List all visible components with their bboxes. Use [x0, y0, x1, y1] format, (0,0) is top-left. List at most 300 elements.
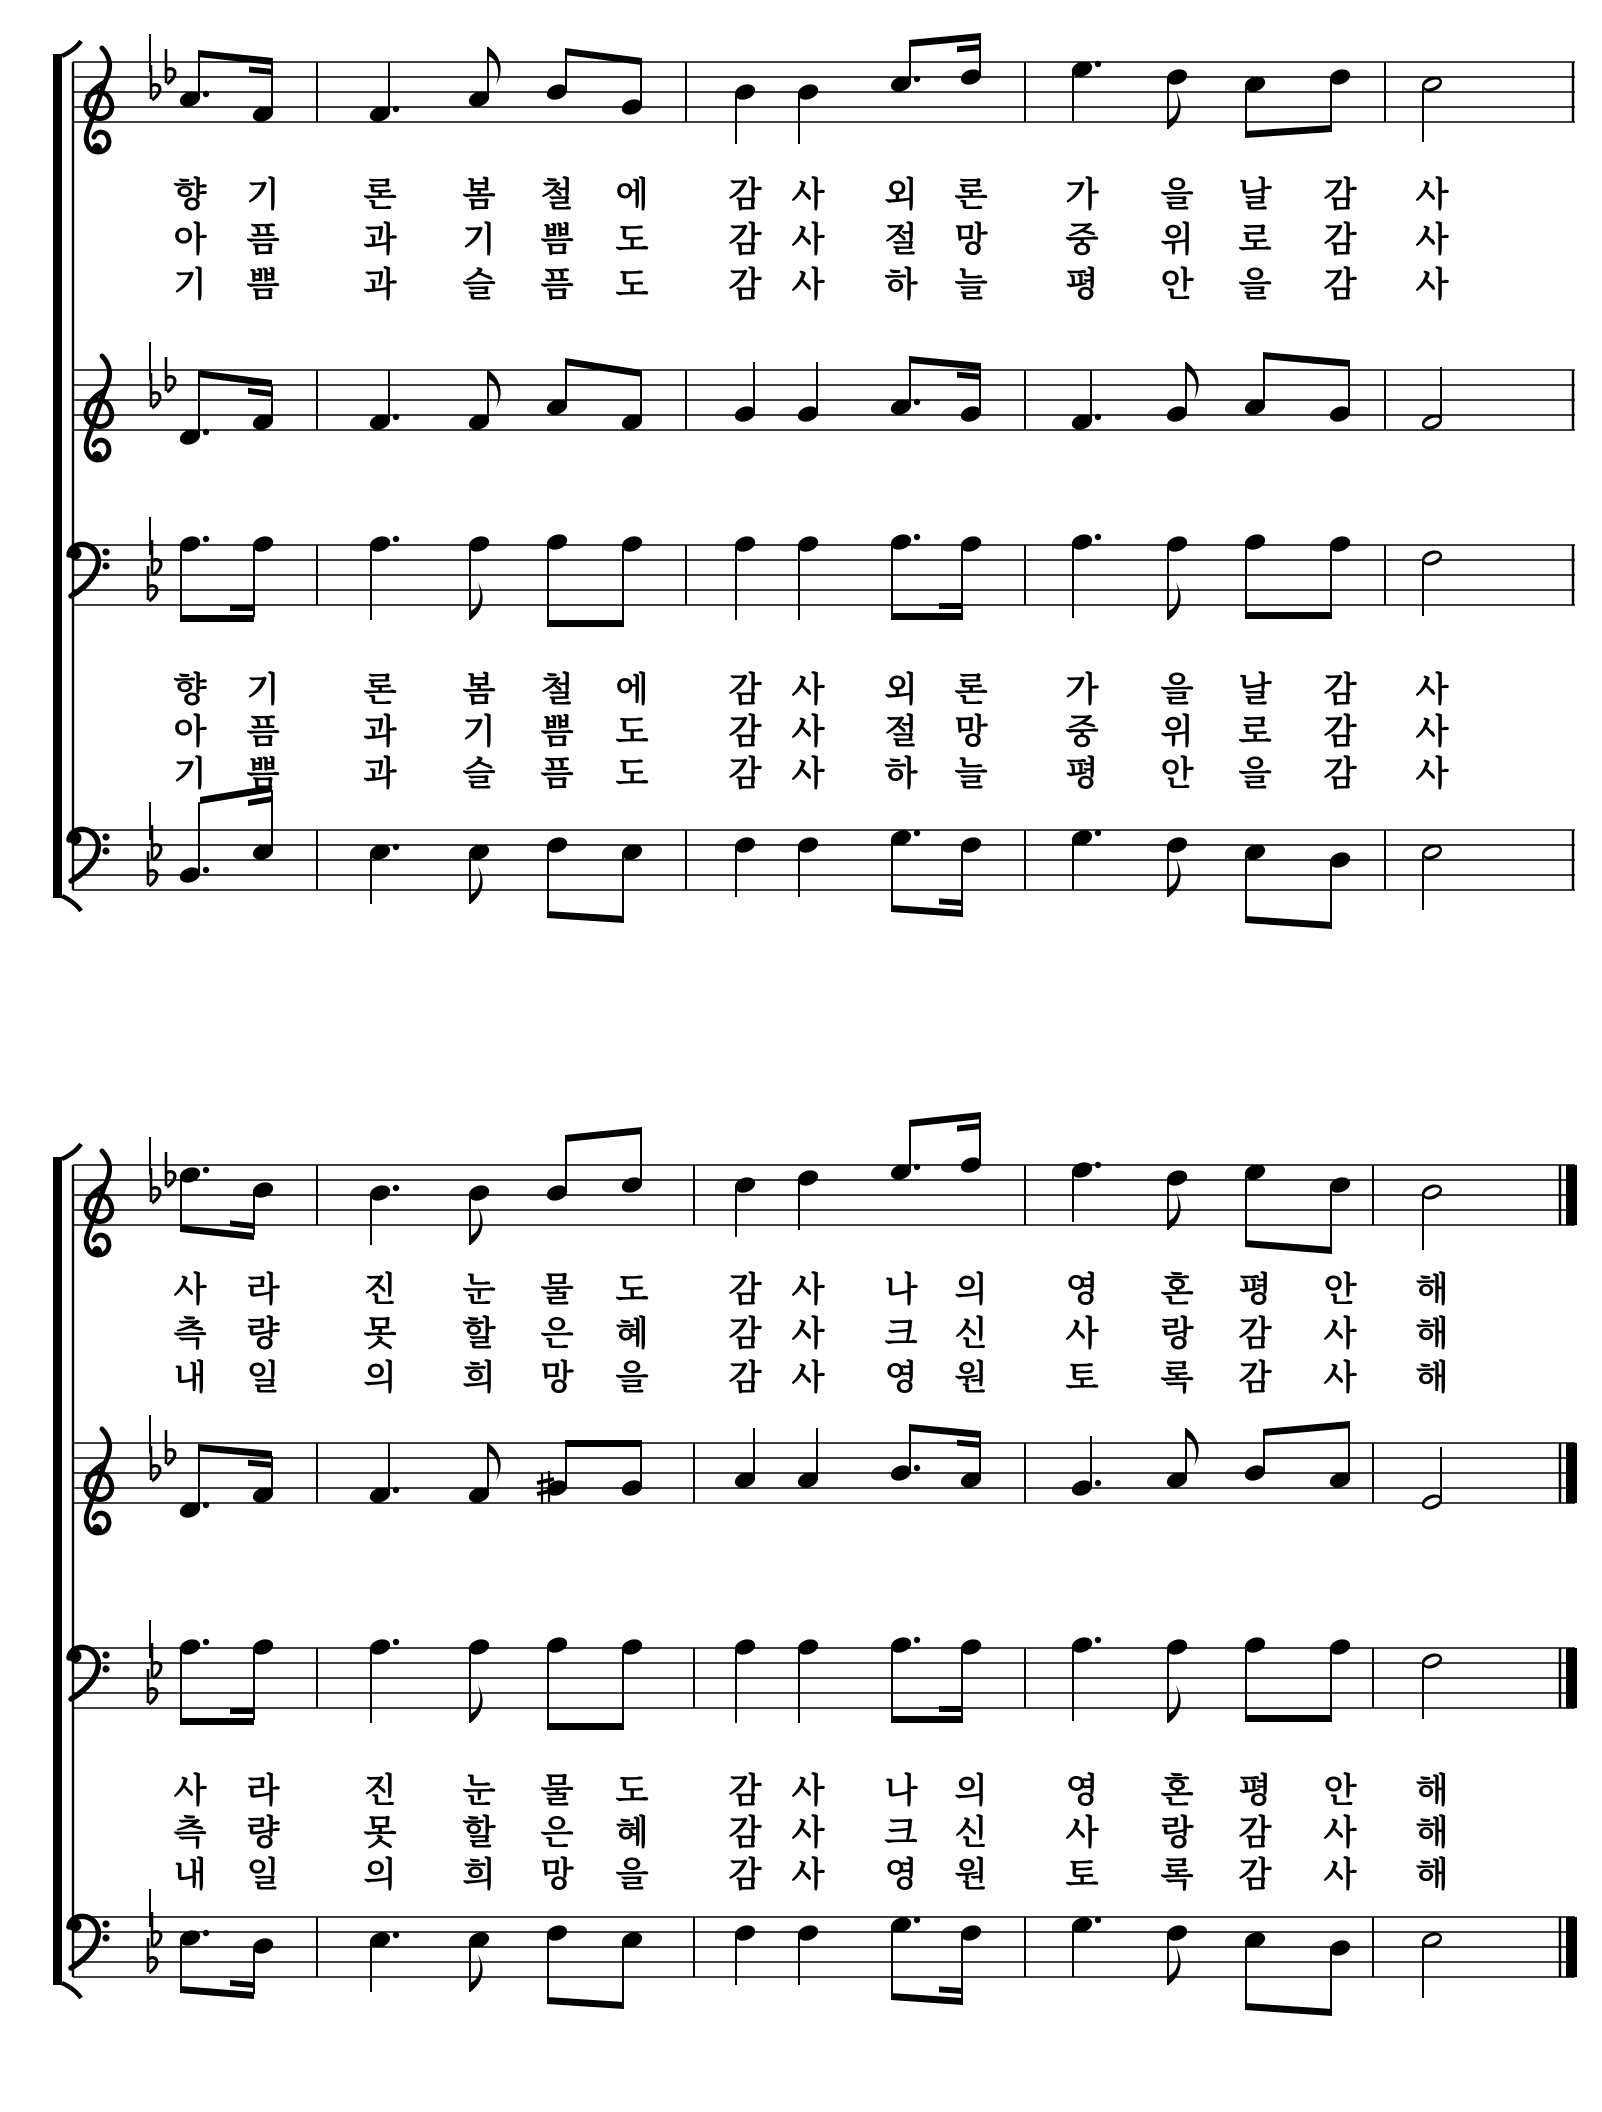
- note: [620, 534, 645, 622]
- lyric-syllable: 봄: [462, 176, 496, 214]
- eighth-flag: [470, 1207, 483, 1245]
- note: [1328, 850, 1353, 924]
- lyric-syllable: 물: [540, 1772, 574, 1810]
- staff-8: [69, 1889, 1578, 2016]
- note: [368, 1637, 400, 1723]
- lyric-syllable: 진: [363, 1772, 397, 1810]
- flat-icon: [166, 357, 175, 392]
- partial-beam: [957, 44, 981, 52]
- lyric-syllable: 기: [246, 671, 280, 709]
- augmentation-dot: [1095, 1637, 1101, 1643]
- lyric-syllable: 평: [1065, 755, 1099, 793]
- lyric-syllable: 영: [884, 1856, 918, 1894]
- note: [545, 1140, 570, 1203]
- partial-beam: [248, 388, 272, 397]
- partial-beam: [939, 603, 963, 609]
- lyric-syllable: 도: [615, 755, 649, 793]
- lyric-syllable: 평: [1238, 1772, 1272, 1810]
- lyric-syllable: 철: [540, 176, 574, 214]
- beam: [565, 1440, 642, 1447]
- lyric-syllable: 사: [791, 671, 825, 709]
- lyric-syllable: 혼: [1160, 1271, 1194, 1309]
- lyric-syllable: 안: [1160, 266, 1194, 304]
- lyric-syllable: 일: [246, 1359, 280, 1397]
- note: [1243, 1635, 1268, 1717]
- note: [1243, 532, 1268, 614]
- lyric-syllable: 외: [884, 671, 918, 709]
- beam: [547, 1997, 624, 2009]
- lyric-syllable: 못: [363, 1315, 397, 1353]
- staff-2: [73, 342, 1575, 461]
- lyric-syllable: 도: [615, 713, 649, 751]
- note: [467, 47, 501, 109]
- lyric-syllable: 에: [615, 671, 649, 709]
- lyric-syllable: 쁨: [246, 755, 280, 793]
- lyric-syllable: 망: [954, 713, 988, 751]
- augmentation-dot: [914, 1637, 920, 1643]
- lyric-row-verse-2: [174, 1813, 1449, 1852]
- note: [620, 1132, 645, 1195]
- beam: [1245, 916, 1332, 929]
- beam: [565, 1127, 642, 1142]
- lyric-block-2: [174, 1771, 1449, 1894]
- lyric-syllable: 향: [173, 671, 207, 709]
- lyric-syllable: 안: [1160, 755, 1194, 793]
- lyric-syllable: 감: [728, 1271, 762, 1309]
- note: [467, 1930, 492, 1992]
- beam: [180, 1718, 254, 1725]
- lyric-syllable: 쁨: [246, 266, 280, 304]
- lyric-syllable: 의: [954, 1271, 988, 1309]
- note: [178, 375, 210, 447]
- lyric-syllable: 절: [884, 713, 918, 751]
- note: [796, 1923, 821, 1985]
- note: [796, 1168, 821, 1230]
- lyric-syllable: 감: [728, 713, 762, 751]
- beam: [891, 1716, 963, 1723]
- lyric-syllable: 과: [363, 221, 397, 259]
- eighth-flag: [1168, 1685, 1181, 1723]
- note: [368, 370, 400, 432]
- augmentation-dot: [1095, 1917, 1101, 1923]
- lyric-syllable: 사: [173, 1772, 207, 1810]
- note: [467, 842, 492, 904]
- lyric-block-1: [174, 1270, 1449, 1397]
- note: [368, 534, 400, 620]
- eighth-flag: [470, 1954, 483, 1992]
- lyric-syllable: 신: [954, 1814, 988, 1852]
- lyric-syllable: 해: [1415, 1856, 1449, 1894]
- note: [889, 1635, 921, 1718]
- lyric-syllable: 사: [1323, 1856, 1357, 1894]
- lyric-syllable: 눈: [462, 1772, 496, 1810]
- lyric-syllable: 감: [728, 1814, 762, 1852]
- lyric-syllable: 절: [884, 221, 918, 259]
- lyric-syllable: 가: [1065, 671, 1099, 709]
- beam: [909, 356, 981, 370]
- lyric-syllable: 사: [791, 713, 825, 751]
- beam: [547, 620, 624, 627]
- lyric-syllable: 감: [728, 1856, 762, 1894]
- lyric-syllable: 을: [1238, 266, 1272, 304]
- note: [620, 375, 645, 433]
- note: [467, 1637, 492, 1723]
- eighth-flag: [470, 866, 483, 904]
- beam: [909, 1424, 981, 1438]
- lyric-syllable: 기: [462, 713, 496, 751]
- lyric-syllable: 랑: [1160, 1315, 1194, 1353]
- lyric-syllable: 외: [884, 176, 918, 214]
- lyric-syllable: 할: [462, 1315, 496, 1353]
- lyric-syllable: 위: [1160, 221, 1194, 259]
- note: [620, 842, 645, 918]
- note: [1070, 370, 1102, 432]
- lyric-syllable: 사: [791, 1271, 825, 1309]
- lyric-row-verse-1: [174, 175, 1450, 214]
- lyric-syllable: 슬: [462, 755, 496, 793]
- augmentation-dot: [203, 91, 209, 97]
- lyric-syllable: 의: [954, 1772, 988, 1810]
- beam: [198, 1444, 272, 1458]
- partial-beam: [249, 66, 273, 75]
- augmentation-dot: [393, 414, 399, 420]
- bass-clef-icon: [69, 544, 110, 596]
- lyric-syllable: 내: [173, 1359, 207, 1397]
- treble-clef-icon: [86, 1429, 112, 1534]
- staff-4: [69, 785, 1576, 929]
- note: [1420, 74, 1445, 142]
- note: [1165, 1428, 1199, 1490]
- lyric-syllable: 픔: [246, 713, 280, 751]
- note: [1165, 835, 1190, 897]
- beam: [1245, 1240, 1332, 1254]
- lyric-syllable: 기: [173, 266, 207, 304]
- system-2: [53, 1112, 1577, 2016]
- augmentation-dot: [1095, 1480, 1101, 1486]
- lyric-syllable: 을: [1160, 176, 1194, 214]
- augmentation-dot: [393, 536, 399, 542]
- note: [368, 1443, 400, 1505]
- lyric-row-verse-2: [174, 220, 1450, 259]
- lyric-syllable: 늘: [954, 266, 988, 304]
- note: [1420, 1447, 1445, 1512]
- lyric-block-2: [174, 670, 1450, 793]
- partial-beam: [939, 1706, 963, 1712]
- note: [178, 1449, 210, 1520]
- augmentation-dot: [393, 1932, 399, 1938]
- lyric-syllable: 못: [363, 1814, 397, 1852]
- note: [545, 363, 570, 417]
- system-1: [53, 33, 1575, 929]
- bracket-top-hook: [62, 41, 81, 56]
- note: [1328, 365, 1353, 424]
- lyric-syllable: 기: [246, 176, 280, 214]
- lyric-syllable: 사: [173, 1271, 207, 1309]
- beam: [891, 905, 963, 917]
- lyric-syllable: 감: [728, 266, 762, 304]
- note: [733, 835, 758, 897]
- partial-beam: [248, 796, 272, 806]
- augmentation-dot: [393, 106, 399, 112]
- lyric-syllable: 희: [462, 1856, 496, 1894]
- augmentation-dot: [203, 1639, 209, 1645]
- lyric-syllable: 영: [884, 1359, 918, 1397]
- staff-7: [69, 1620, 1578, 1730]
- staff-5: [73, 1112, 1577, 1256]
- lyric-syllable: 사: [791, 1856, 825, 1894]
- lyric-syllable: 감: [1323, 713, 1357, 751]
- lyric-syllable: 해: [1415, 1814, 1449, 1852]
- partial-beam: [957, 372, 981, 380]
- augmentation-dot: [914, 1164, 920, 1170]
- lyric-syllable: 쁨: [540, 713, 574, 751]
- note: [1070, 1436, 1102, 1498]
- note: [368, 1930, 400, 1992]
- lyric-syllable: 은: [540, 1315, 574, 1353]
- lyric-syllable: 원: [954, 1359, 988, 1397]
- lyric-row-verse-3: [174, 1855, 1449, 1894]
- note: [178, 1928, 210, 1988]
- lyric-syllable: 감: [1238, 1315, 1272, 1353]
- bracket-bottom-hook: [62, 1983, 81, 1998]
- flat-icon: [151, 1168, 160, 1203]
- bass-clef-icon: [69, 1647, 110, 1699]
- lyric-syllable: 하: [884, 755, 918, 793]
- lyric-syllable: 혜: [615, 1814, 649, 1852]
- note: [1165, 534, 1190, 620]
- lyric-syllable: 안: [1323, 1772, 1357, 1810]
- lyric-syllable: 가: [1065, 176, 1099, 214]
- augmentation-dot: [203, 1167, 209, 1173]
- flat-icon: [166, 1152, 175, 1187]
- beam: [1245, 1715, 1332, 1722]
- lyric-syllable: 신: [954, 1315, 988, 1353]
- lyric-syllable: 안: [1323, 1271, 1357, 1309]
- lyric-syllable: 해: [1415, 1359, 1449, 1397]
- lyric-syllable: 사: [791, 1359, 825, 1397]
- note: [889, 1429, 921, 1483]
- lyric-syllable: 감: [728, 176, 762, 214]
- lyric-syllable: 토: [1065, 1359, 1099, 1397]
- note: [467, 1443, 501, 1505]
- note: [620, 63, 645, 117]
- lyric-syllable: 감: [728, 1772, 762, 1810]
- lyric-syllable: 감: [728, 1359, 762, 1397]
- beam: [547, 1723, 624, 1730]
- lyric-syllable: 을: [1160, 671, 1194, 709]
- eighth-flag: [1168, 859, 1181, 897]
- lyric-row-verse-3: [174, 754, 1450, 793]
- lyric-syllable: 혼: [1160, 1772, 1194, 1810]
- lyric-syllable: 로: [1238, 713, 1272, 751]
- augmentation-dot: [393, 1185, 399, 1191]
- lyric-row-verse-1: [174, 670, 1450, 709]
- beam: [1263, 1421, 1350, 1436]
- lyric-row-verse-1: [174, 1771, 1449, 1810]
- lyric-syllable: 록: [1160, 1856, 1194, 1894]
- lyric-row-verse-2: [174, 712, 1450, 751]
- augmentation-dot: [203, 1930, 209, 1936]
- lyric-syllable: 슬: [462, 266, 496, 304]
- lyric-syllable: 아: [173, 713, 207, 751]
- note: [178, 1165, 210, 1227]
- note: [733, 1428, 758, 1490]
- note: [889, 1125, 921, 1182]
- note: [620, 1930, 645, 2004]
- lyric-syllable: 은: [540, 1814, 574, 1852]
- treble-clef-icon: [86, 48, 112, 153]
- lyric-syllable: 감: [1323, 176, 1357, 214]
- note: [733, 534, 758, 620]
- lyric-syllable: 평: [1065, 266, 1099, 304]
- augmentation-dot: [393, 1639, 399, 1645]
- note: [889, 1915, 921, 1995]
- final-thick-barline: [1566, 1443, 1577, 1503]
- lyric-syllable: 감: [1238, 1856, 1272, 1894]
- lyric-syllable: 을: [615, 1856, 649, 1894]
- lyric-syllable: 사: [1323, 1814, 1357, 1852]
- lyric-row-verse-2: [174, 1314, 1449, 1353]
- lyric-syllable: 기: [173, 755, 207, 793]
- note: [1243, 1930, 1268, 2005]
- lyric-syllable: 기: [462, 221, 496, 259]
- lyric-syllable: 측: [173, 1315, 207, 1353]
- note: [545, 835, 570, 913]
- note: [733, 1923, 758, 1985]
- flat-icon: [151, 1446, 160, 1481]
- lyric-syllable: 감: [1323, 266, 1357, 304]
- lyric-syllable: 늘: [954, 755, 988, 793]
- augmentation-dot: [1095, 414, 1101, 420]
- lyric-row-verse-3: [174, 1358, 1449, 1397]
- beam: [565, 358, 642, 377]
- lyric-syllable: 론: [954, 671, 988, 709]
- beam: [180, 1986, 254, 1999]
- lyric-syllable: 평: [1238, 1271, 1272, 1309]
- lyric-syllable: 물: [540, 1271, 574, 1309]
- flat-icon: [151, 65, 160, 100]
- lyric-syllable: 해: [1415, 1271, 1449, 1309]
- lyric-syllable: 의: [363, 1856, 397, 1894]
- note: [620, 1637, 645, 1725]
- lyric-syllable: 위: [1160, 713, 1194, 751]
- lyric-syllable: 중: [1065, 713, 1099, 751]
- note: [251, 1936, 276, 1994]
- note: [796, 534, 821, 620]
- staff-1: [73, 33, 1575, 153]
- lyric-syllable: 록: [1160, 1359, 1194, 1397]
- lyric-syllable: 도: [615, 266, 649, 304]
- lyric-syllable: 과: [363, 755, 397, 793]
- augmentation-dot: [393, 1487, 399, 1493]
- note: [1328, 67, 1353, 127]
- eighth-flag: [488, 47, 501, 85]
- beam: [891, 613, 963, 620]
- eighth-flag: [1168, 91, 1181, 129]
- lyric-syllable: 감: [1323, 671, 1357, 709]
- note: [1420, 1930, 1445, 1998]
- note: [1328, 534, 1353, 614]
- note: [796, 1428, 821, 1490]
- lyric-syllable: 사: [791, 1814, 825, 1852]
- lyric-syllable: 아: [173, 221, 207, 259]
- note: [733, 362, 758, 424]
- flat-icon: [166, 1430, 175, 1465]
- lyric-syllable: 라: [246, 1772, 280, 1810]
- partial-beam: [230, 605, 254, 611]
- lyric-syllable: 사: [791, 1772, 825, 1810]
- lyric-syllable: 철: [540, 671, 574, 709]
- note: [1243, 74, 1268, 133]
- eighth-flag: [1168, 582, 1181, 620]
- note: [796, 835, 821, 897]
- augmentation-dot: [914, 399, 920, 405]
- lyric-syllable: 망: [540, 1359, 574, 1397]
- lyric-syllable: 사: [791, 266, 825, 304]
- eighth-flag: [488, 1443, 501, 1481]
- lyric-syllable: 나: [884, 1271, 918, 1309]
- note: [368, 842, 400, 904]
- partial-beam: [230, 1220, 254, 1229]
- lyric-syllable: 망: [954, 221, 988, 259]
- lyric-syllable: 내: [173, 1856, 207, 1894]
- lyric-syllable: 진: [363, 1271, 397, 1309]
- lyric-syllable: 사: [1415, 755, 1449, 793]
- lyric-syllable: 날: [1238, 671, 1272, 709]
- augmentation-dot: [914, 1465, 920, 1471]
- lyric-syllable: 사: [1323, 1359, 1357, 1397]
- note: [733, 1175, 758, 1237]
- lyric-syllable: 사: [1415, 671, 1449, 709]
- augmentation-dot: [1095, 534, 1101, 540]
- eighth-flag: [1186, 1428, 1199, 1466]
- lyric-syllable: 사: [791, 221, 825, 259]
- beam: [891, 1993, 963, 2005]
- lyric-syllable: 량: [246, 1814, 280, 1852]
- lyric-syllable: 론: [363, 176, 397, 214]
- augmentation-dot: [1095, 830, 1101, 836]
- augmentation-dot: [914, 1917, 920, 1923]
- lyric-syllable: 사: [1415, 221, 1449, 259]
- note: [251, 1180, 276, 1235]
- lyric-syllable: 사: [791, 176, 825, 214]
- note: [1243, 357, 1268, 417]
- lyric-syllable: 영: [1065, 1271, 1099, 1309]
- beam: [547, 911, 624, 923]
- treble-clef-icon: [86, 1151, 112, 1256]
- note: [467, 370, 501, 432]
- lyric-syllable: 과: [363, 713, 397, 751]
- lyric-syllable: 픔: [540, 755, 574, 793]
- augmentation-dot: [203, 536, 209, 542]
- lyric-syllable: 랑: [1160, 1814, 1194, 1852]
- note: [1243, 1162, 1268, 1242]
- partial-beam: [248, 1460, 272, 1468]
- lyric-syllable: 픔: [540, 266, 574, 304]
- lyric-syllable: 눈: [462, 1271, 496, 1309]
- system-bracket: [53, 54, 62, 898]
- lyric-syllable: 사: [1415, 266, 1449, 304]
- lyric-syllable: 감: [1323, 221, 1357, 259]
- bass-clef-icon: [69, 829, 110, 881]
- note: [467, 1183, 492, 1245]
- beam: [1263, 352, 1350, 367]
- lyric-block-1: [174, 175, 1450, 304]
- lyric-syllable: 감: [1323, 755, 1357, 793]
- lyric-syllable: 향: [173, 176, 207, 214]
- lyric-row-verse-1: [174, 1270, 1449, 1309]
- final-thick-barline: [1566, 1165, 1577, 1225]
